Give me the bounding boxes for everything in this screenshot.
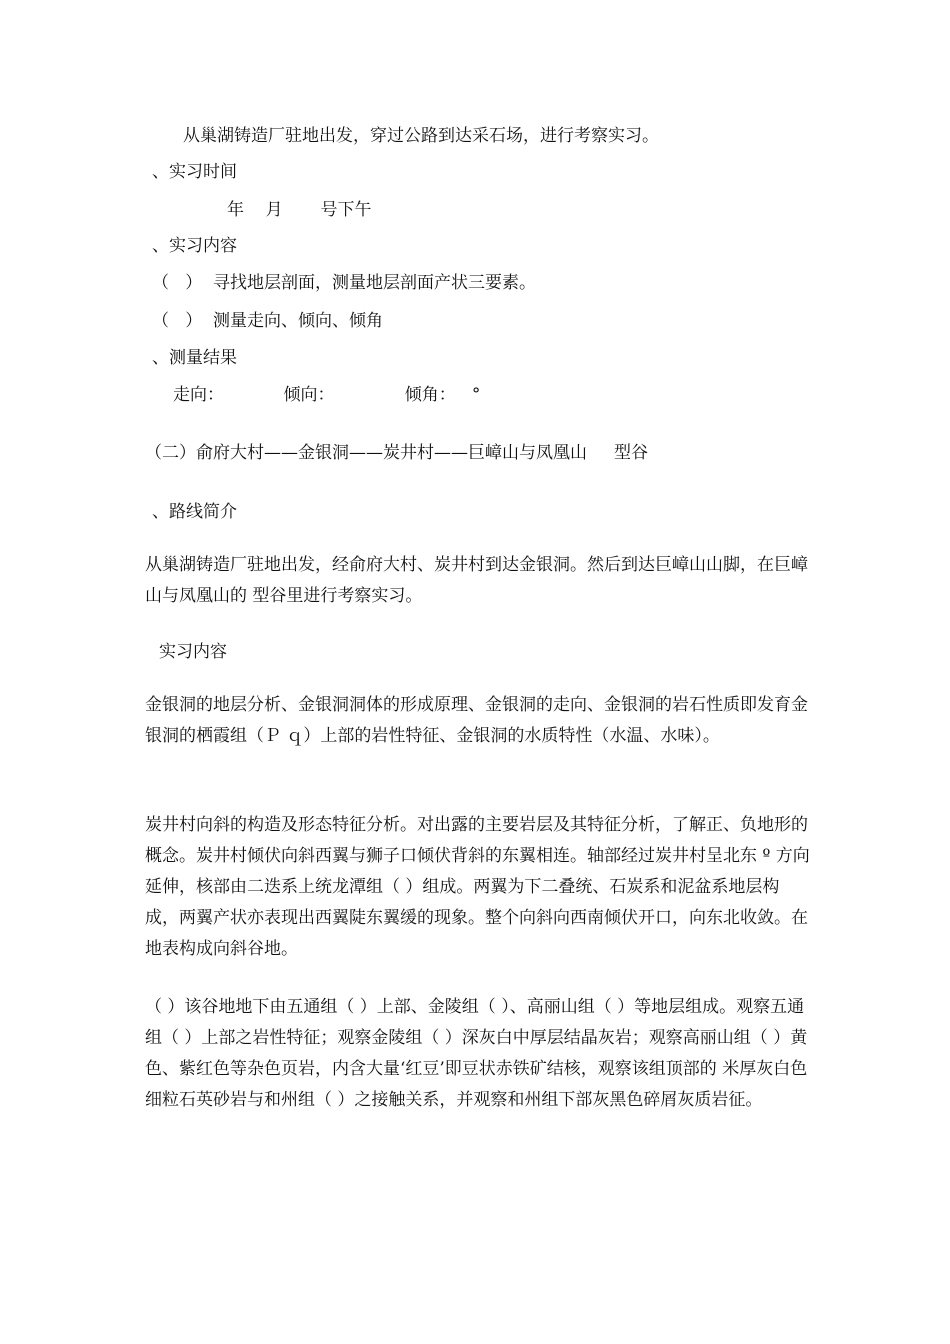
valley-strata-paragraph <box>145 992 810 1116</box>
section-heading-measure-results: 、测量结果 <box>152 348 237 368</box>
paragraph-text: 从巢湖铸造厂驻地出发，经俞府大村、炭井村到达金银洞。然后到达巨嶂山山脚，在巨嶂山与凤凰山的 型谷里进行考察实习。 <box>145 555 808 606</box>
route-intro-paragraph <box>145 550 810 612</box>
paragraph-text: （ ）该谷地地下由五通组（ ）上部、金陵组（ ）、高丽山组（ ）等地层组成。观察五通组（ ）上部之岩性特征；观察金陵组（ ）深灰白中厚层结晶灰岩；观察高丽山组（ ）黄色、紫红色等杂色页岩，内含大量‘红豆’即豆状赤铁矿结核，观察该组顶部的 米厚灰白色细粒石英砂岩与和州组（ ）之接触关系，并观察和州组下部灰黑色碎屑灰质岩征。 <box>145 997 808 1110</box>
section-heading-route-intro: 、路线简介 <box>152 502 237 522</box>
section-heading-practice-content: 、实习内容 <box>152 236 237 256</box>
measurement-fields: 走向： 倾向： 倾角： ° <box>173 385 481 405</box>
route-intro-line: 从巢湖铸造厂驻地出发，穿过公路到达采石场，进行考察实习。 <box>183 126 659 146</box>
paragraph-text: 金银洞的地层分析、金银洞洞体的形成原理、金银洞的走向、金银洞的岩石性质即发育金银洞的栖霞组（Ｐ ｑ）上部的岩性特征、金银洞的水质特性（水温、水味）。 <box>145 695 808 746</box>
section-heading-practice-time: 、实习时间 <box>152 162 237 182</box>
route-two-title: （二）俞府大村——金银洞——炭井村——巨嶂山与凤凰山 型谷 <box>145 443 649 463</box>
task-item-2: （ ） 测量走向、倾向、倾角 <box>152 311 384 331</box>
section-heading-content: 实习内容 <box>159 642 227 662</box>
jinyin-cave-paragraph <box>145 690 810 752</box>
practice-date-line: 年 月 号下午 <box>227 200 372 220</box>
tanjing-syncline-paragraph <box>145 810 810 965</box>
paragraph-text: 炭井村向斜的构造及形态特征分析。对出露的主要岩层及其特征分析，了解正、负地形的概念。炭井村倾伏向斜西翼与狮子口倾伏背斜的东翼相连。轴部经过炭井村呈北东 º 方向延伸，核部由二迭系上统龙潭组（ ）组成。两翼为下二叠统、石炭系和泥盆系地层构成，两翼产状亦表现出西翼陡东翼缓的现象。整个向斜向西南倾伏开口，向东北收敛。在地表构成向斜谷地。 <box>145 815 810 959</box>
task-item-1: （ ） 寻找地层剖面，测量地层剖面产状三要素。 <box>152 273 537 293</box>
